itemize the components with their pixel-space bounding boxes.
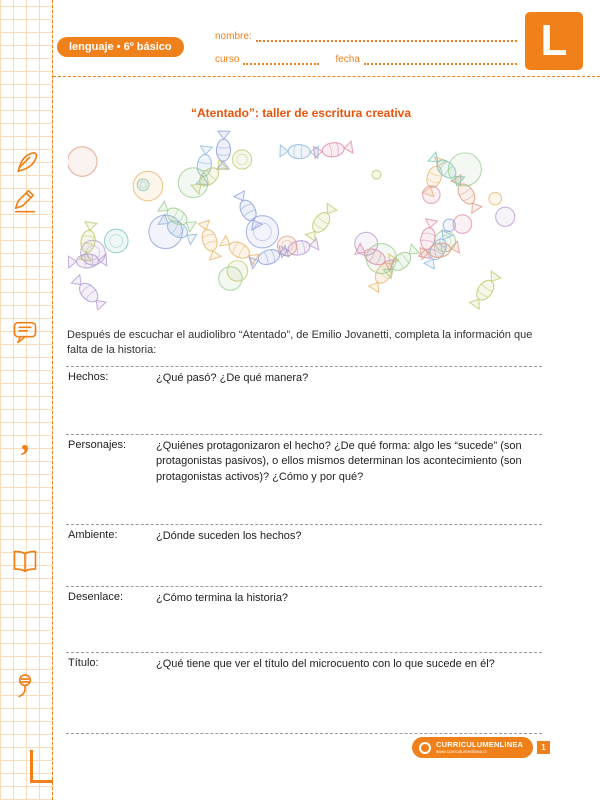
fecha-write-line [364, 52, 517, 65]
row-question: ¿Qué tiene que ver el título del microcuento con lo que sucede en él? [156, 658, 495, 670]
sidebar-grid [0, 0, 53, 800]
row-question: ¿Qué pasó? ¿De qué manera? [156, 372, 309, 384]
nombre-row [215, 29, 517, 42]
nombre-label: nombre: [215, 31, 252, 42]
table-row [66, 652, 542, 734]
row-label: Desenlace: [68, 591, 124, 603]
row-label: Título: [68, 657, 99, 669]
curso-write-line [243, 52, 319, 65]
page-number-badge: 1 [537, 741, 550, 754]
header-fields [215, 29, 517, 75]
candies-illustration [68, 128, 530, 310]
header-separator [53, 76, 600, 77]
row-label: Hechos: [68, 371, 109, 383]
row-label: Ambiente: [68, 529, 118, 541]
intro-text: Después de escuchar el audiolibro “Atentado”, de Emilio Jovanetti, completa la información que falta de la historia: [67, 329, 533, 356]
row-question: ¿Dónde suceden los hechos? [156, 530, 302, 542]
curriculum-logo [412, 737, 533, 758]
comma-icon: , [20, 421, 30, 458]
letter-badge: L [525, 12, 583, 70]
table-row [66, 586, 542, 652]
quill-icon [11, 148, 39, 176]
corner-decoration [30, 750, 53, 783]
row-label: Personajes: [68, 439, 127, 451]
curso-label: curso [215, 54, 240, 65]
pencil-icon [11, 186, 39, 214]
logo-icon [419, 742, 431, 754]
row-question: ¿Cómo termina la historia? [156, 592, 289, 604]
table-row [66, 366, 542, 434]
row-question: ¿Quiénes protagonizaron el hecho? ¿De qué forma: algo les “sucede” (son protagonistas pasivos), o ellos mismos determinan los acontecimiento (son protagonistas activos)? ¿Cómo y por qué? [156, 440, 522, 483]
subject-badge: lenguaje • 6º básico [57, 37, 184, 57]
fecha-label: fecha [335, 54, 360, 65]
nombre-write-line [256, 29, 517, 42]
logo-text: CURRÍCULUMENLÍNEA [436, 740, 524, 749]
microphone-icon [11, 672, 39, 700]
table-row [66, 434, 542, 524]
book-icon [11, 548, 39, 576]
table-row [66, 524, 542, 586]
page-title: “Atentado”: taller de escritura creativa [190, 106, 412, 120]
curso-fecha-row [215, 52, 517, 65]
worksheet-table [66, 366, 542, 734]
speech-bubble-icon [11, 318, 39, 346]
logo-tagline: www.curriculumenlinea.cl [436, 748, 487, 754]
